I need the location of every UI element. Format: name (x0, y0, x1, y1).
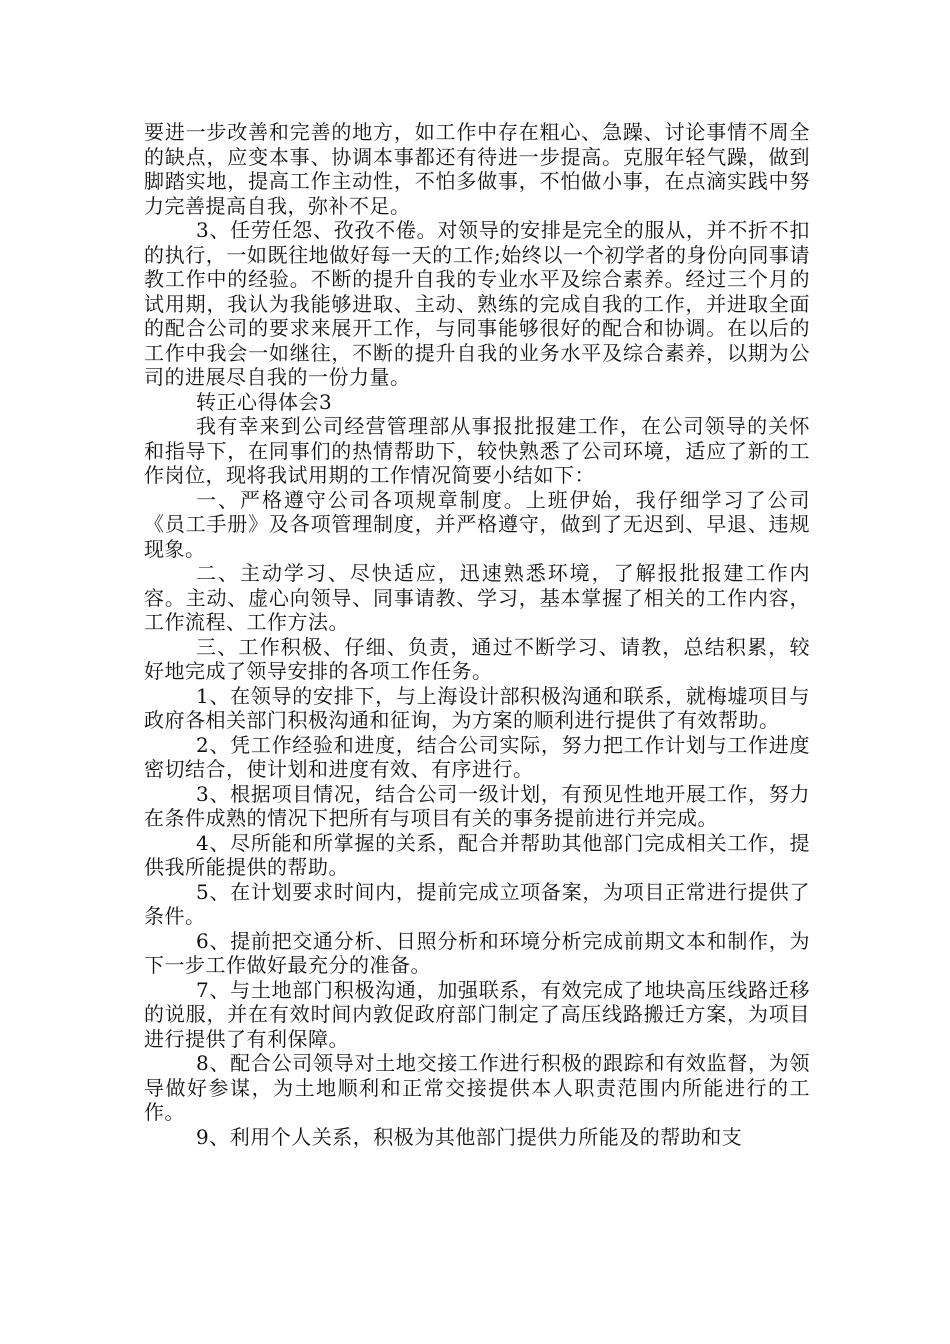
paragraph: 三、工作积极、仔细、负责，通过不断学习、请教，总结积累，较好地完成了领导安排的各项工作任务。 (144, 634, 810, 683)
list-item: 7、与土地部门积极沟通，加强联系，有效完成了地块高压线路迁移的说服，并在有效时间内敦促政府部门制定了高压线路搬迁方案，为项目进行提供了有利保障。 (144, 977, 810, 1051)
document-page (144, 120, 810, 1230)
list-item: 8、配合公司领导对土地交接工作进行积极的跟踪和有效监督，为领导做好参谋，为土地顺利和正常交接提供本人职责范围内所能进行的工作。 (144, 1051, 810, 1124)
list-item: 2、凭工作经验和进度，结合公司实际，努力把工作计划与工作进度密切结合，使计划和进度有效、有序进行。 (144, 732, 810, 781)
list-item: 9、利用个人关系，积极为其他部门提供力所能及的帮助和支 (196, 1124, 743, 1149)
paragraph: 二、主动学习、尽快适应，迅速熟悉环境，了解报批报建工作内容。主动、虚心向领导、同事请教、学习，基本掌握了相关的工作内容，工作流程、工作方法。 (144, 561, 810, 634)
paragraph: 要进一步改善和完善的地方，如工作中存在粗心、急躁、讨论事情不周全的缺点，应变本事、协调本事都还有待进一步提高。克服年轻气躁，做到脚踏实地，提高工作主动性，不怕多做事，不怕做小事，在点滴实践中努力完善提高自我，弥补不足。 (144, 120, 810, 218)
list-item: 1、在领导的安排下，与上海设计部积极沟通和联系，就梅墟项目与政府各相关部门积极沟通和征询，为方案的顺利进行提供了有效帮助。 (144, 683, 810, 732)
list-item: 4、尽所能和所掌握的关系，配合并帮助其他部门完成相关工作，提供我所能提供的帮助。 (144, 830, 810, 879)
paragraph: 我有幸来到公司经营管理部从事报批报建工作，在公司领导的关怀和指导下，在同事们的热情帮助下，较快熟悉了公司环境，适应了新的工作岗位，现将我试用期的工作情况简要小结如下： (144, 414, 810, 487)
list-item: 6、提前把交通分析、日照分析和环境分析完成前期文本和制作，为下一步工作做好最充分的准备。 (144, 928, 810, 977)
paragraph: 一、严格遵守公司各项规章制度。上班伊始，我仔细学习了公司《员工手册》及各项管理制度，并严格遵守，做到了无迟到、早退、违规现象。 (144, 487, 810, 561)
paragraph: 3、任劳任怨、孜孜不倦。对领导的安排是完全的服从，并不折不扣的执行，一如既往地做好每一天的工作;始终以一个初学者的身份向同事请教工作中的经验。不断的提升自我的专业水平及综合素养。经过三个月的试用期，我认为我能够进取、主动、熟练的完成自我的工作，并进取全面的配合公司的要求来展开工作，与同事能够很好的配合和协调。在以后的工作中我会一如继往，不断的提升自我的业务水平及综合素养，以期为公司的进展尽自我的一份力量。 (144, 218, 810, 389)
list-item: 3、根据项目情况，结合公司一级计划，有预见性地开展工作，努力在条件成熟的情况下把所有与项目有关的事务提前进行并完成。 (144, 781, 810, 830)
list-item: 5、在计划要求时间内，提前完成立项备案，为项目正常进行提供了条件。 (144, 879, 810, 928)
section-heading: 转正心得体会3 (196, 389, 333, 414)
